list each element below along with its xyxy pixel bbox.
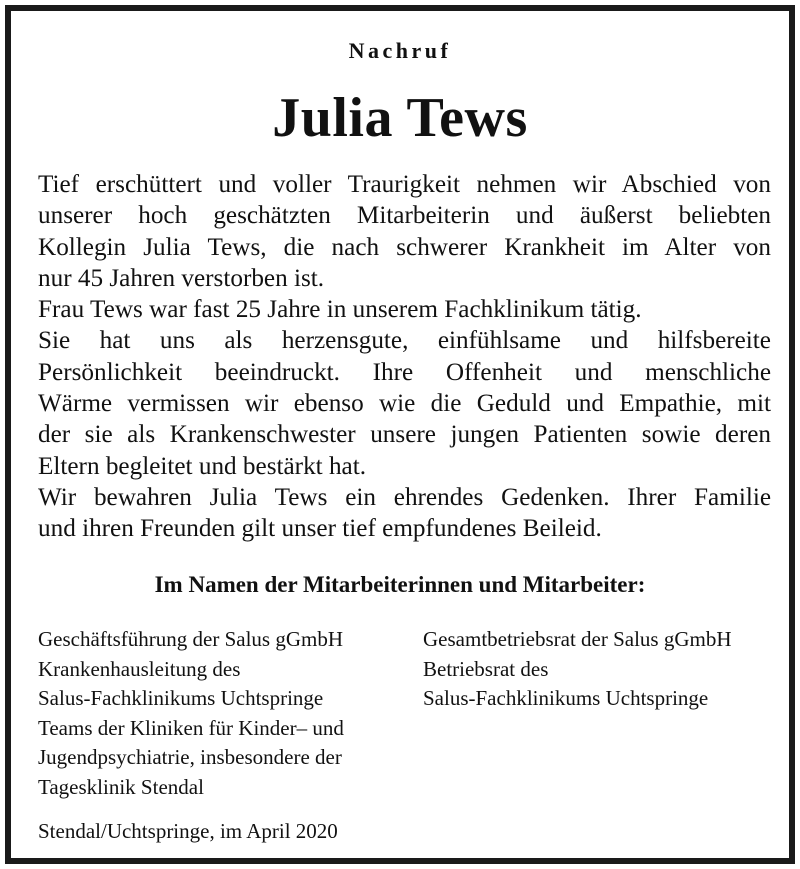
place-date: Stendal/Uchtspringe, im April 2020 [38,819,338,843]
body-line: Kollegin Julia Tews, die nach schwerer Krankheit im Alter von [38,233,771,261]
obituary-body [38,169,771,545]
left-signatories [38,625,344,802]
body-line: Persönlichkeit beeindruckt. Ihre Offenheit und menschliche [38,358,771,386]
body-line: Tief erschüttert und voller Traurigkeit nehmen wir Abschied von [38,171,771,198]
signatory-line: Betriebsrat des [423,656,549,681]
deceased-name: Julia Tews [272,87,528,149]
body-line: Sie hat uns als herzensgute, einfühlsame und hilfsbereite [38,327,771,355]
obituary-notice [5,5,795,864]
signatory-heading: Im Namen der Mitarbeiterinnen und Mitarbeiter: [154,572,646,597]
body-line: nur 45 Jahren verstorben ist. [38,264,325,292]
body-line: der sie als Krankenschwester unsere jungen Patienten sowie deren [38,421,771,449]
signatory-line: Krankenhausleitung des [38,656,241,681]
body-line: und ihren Freunden gilt unser tief empfundenes Beileid. [38,515,602,543]
body-line: unserer hoch geschätzten Mitarbeiterin und äußerst beliebten [38,202,771,230]
signatory-line: Gesamtbetriebsrat der Salus gGmbH [423,627,732,651]
signatory-line: Jugendpsychiatrie, insbesondere der [38,745,342,769]
body-line: Frau Tews war fast 25 Jahre in unserem Fachklinikum tätig. [38,296,642,324]
body-line: Wärme vermissen wir ebenso wie die Geduld und Empathie, mit [38,390,771,418]
signatory-line: Tagesklinik Stendal [38,774,204,799]
body-line: Wir bewahren Julia Tews ein ehrendes Gedenken. Ihrer Familie [38,483,771,511]
signatory-line: Geschäftsführung der Salus gGmbH [38,627,344,651]
signatory-line: Teams der Kliniken für Kinder– und [38,715,344,740]
signatory-line: Salus-Fachklinikums Uchtspringe [38,686,324,710]
notice-kicker: Nachruf [348,38,452,63]
body-line: Eltern begleitet und bestärkt hat. [38,452,367,480]
signatory-line: Salus-Fachklinikums Uchtspringe [423,686,709,710]
right-signatories [423,625,732,714]
